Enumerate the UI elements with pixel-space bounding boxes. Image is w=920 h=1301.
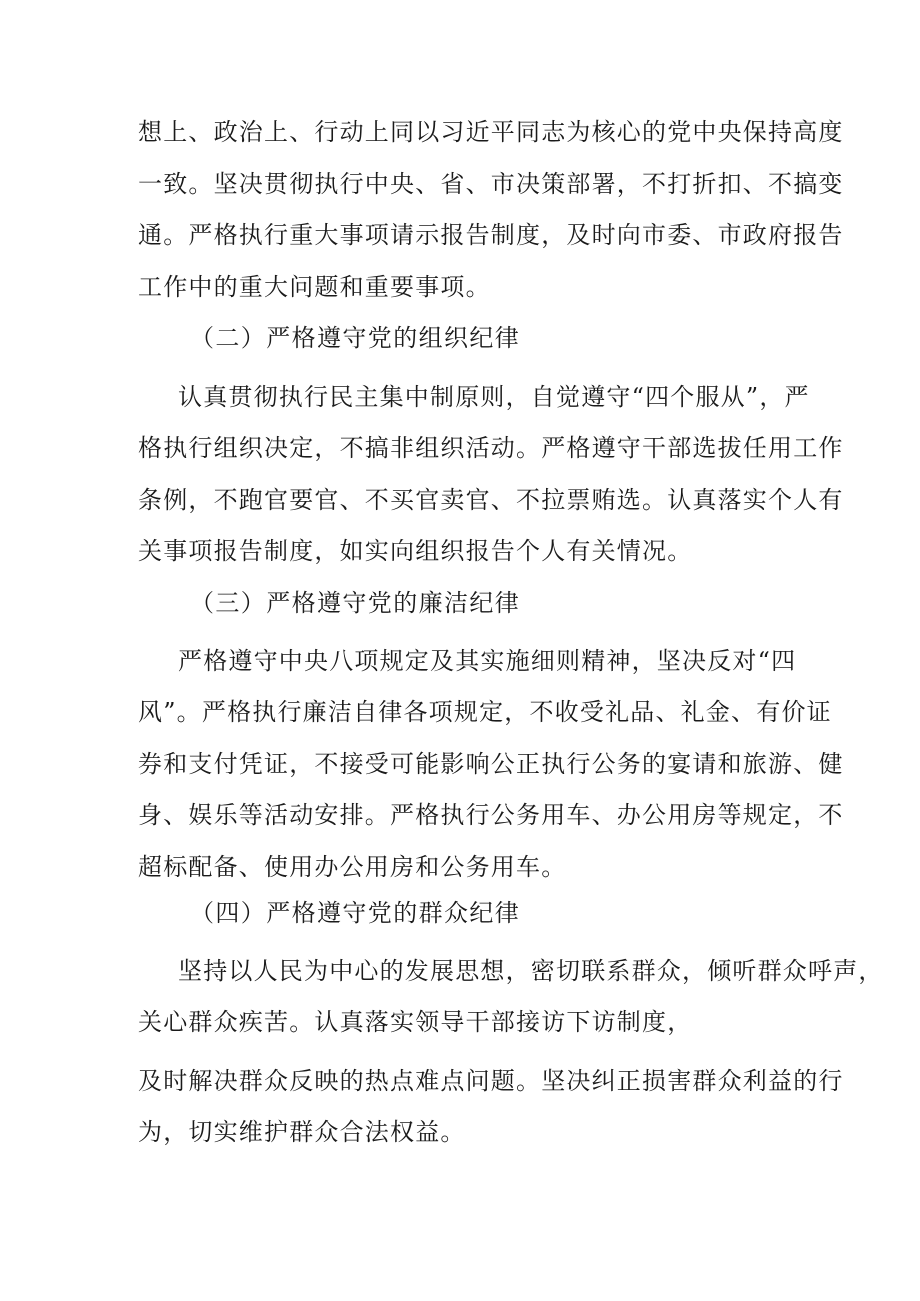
paragraph-line: 及时解决群众反映的热点难点问题。坚决纠正损害群众利益的行 [138,1067,844,1095]
paragraph-line: 超标配备、使用办公用房和公务用车。 [138,853,567,881]
paragraph-line: 坚持以人民为中心的发展思想，密切联系群众，倾听群众呼声， [178,957,884,985]
paragraph-line: 通。严格执行重大事项请示报告制度，及时向市委、市政府报告 [138,221,844,249]
section-heading-organization: （二）严格遵守党的组织纪律 [190,324,521,352]
paragraph-line: 条例，不跑官要官、不买官卖官、不拉票贿选。认真落实个人有 [138,486,844,514]
paragraph-line: 一致。坚决贯彻执行中央、省、市决策部署，不打折扣、不搞变 [138,170,844,198]
paragraph-line: 券和支付凭证，不接受可能影响公正执行公务的宴请和旅游、健 [138,750,844,778]
paragraph-line: 风”。严格执行廉洁自律各项规定，不收受礼品、礼金、有价证 [138,698,832,726]
paragraph-line: 关事项报告制度，如实向组织报告个人有关情况。 [138,537,693,565]
paragraph-line: 格执行组织决定，不搞非组织活动。严格遵守干部选拔任用工作 [138,434,844,462]
paragraph-line: 严格遵守中央八项规定及其实施细则精神，坚决反对“四 [178,647,797,675]
paragraph-line: 身、娱乐等活动安排。严格执行公务用车、办公用房等规定，不 [138,801,844,829]
paragraph-line: 为，切实维护群众合法权益。 [138,1118,466,1146]
section-heading-masses: （四）严格遵守党的群众纪律 [190,899,521,927]
section-heading-integrity: （三）严格遵守党的廉洁纪律 [190,589,521,617]
paragraph-line: 想上、政治上、行动上同以习近平同志为核心的党中央保持高度 [138,118,844,146]
paragraph-line: 关心群众疾苦。认真落实领导干部接访下访制度， [138,1008,693,1036]
paragraph-line: 工作中的重大问题和重要事项。 [138,273,491,301]
paragraph-line: 认真贯彻执行民主集中制原则，自觉遵守“四个服从”，严 [178,383,810,411]
